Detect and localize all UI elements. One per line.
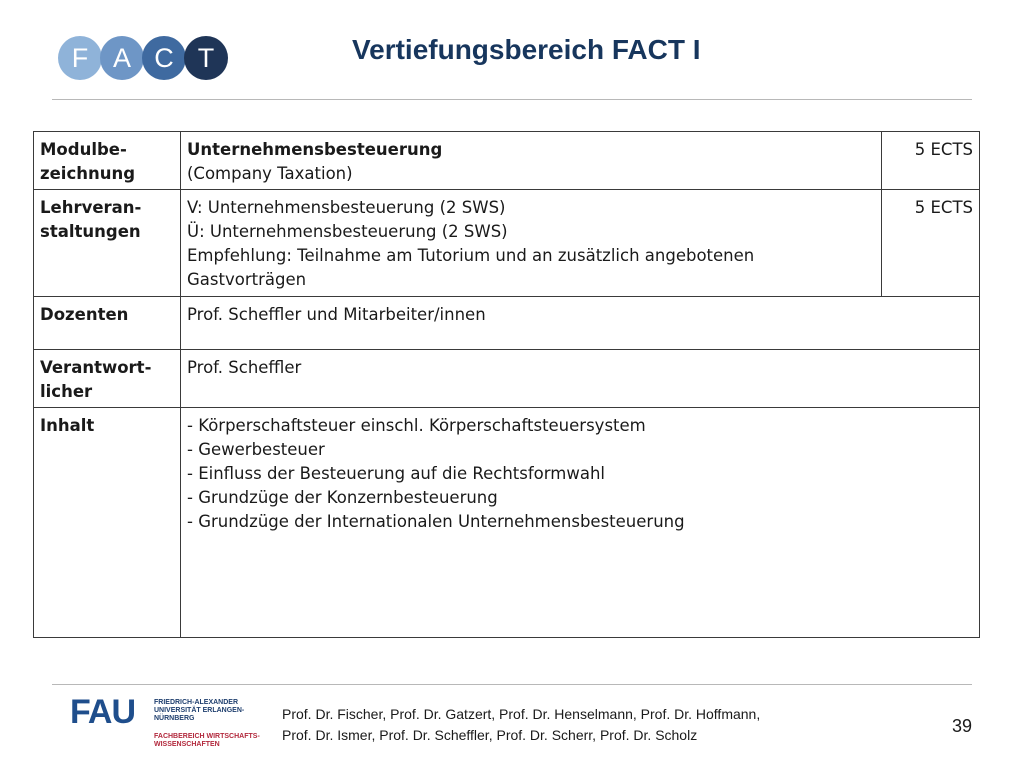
module-title: Unternehmensbesteuerung — [187, 140, 443, 159]
fau-wordmark: FAU — [70, 693, 135, 731]
row-label: Verantwort- licher — [34, 350, 181, 408]
row-label: Lehrveran- staltungen — [34, 190, 181, 297]
logo-letter-a: A — [100, 36, 144, 80]
footer-authors — [282, 704, 760, 746]
module-table — [33, 131, 980, 638]
authors-line: Prof. Dr. Fischer, Prof. Dr. Gatzert, Prof. Dr. Henselmann, Prof. Dr. Hoffmann, — [282, 706, 761, 722]
header-divider — [52, 99, 972, 100]
table-row — [34, 408, 980, 638]
footer-divider — [52, 684, 972, 685]
row-content — [181, 190, 882, 297]
logo-letter-t: T — [184, 36, 228, 80]
table-row — [34, 350, 980, 408]
list-item: - Grundzüge der Konzernbesteuerung — [187, 488, 498, 507]
page-title: Vertiefungsbereich FACT I — [352, 34, 701, 65]
list-item: Ü: Unternehmensbesteuerung (2 SWS) — [187, 222, 508, 241]
page-number: 39 — [952, 716, 973, 736]
module-subtitle: (Company Taxation) — [187, 164, 353, 183]
fact-logo — [58, 36, 226, 80]
row-content — [181, 350, 980, 408]
list-item: V: Unternehmensbesteuerung (2 SWS) — [187, 198, 506, 217]
authors-line: Prof. Dr. Ismer, Prof. Dr. Scheffler, Prof. Dr. Scherr, Prof. Dr. Scholz — [282, 727, 698, 743]
row-label: Modulbe- zeichnung — [34, 132, 181, 190]
logo-letter-f: F — [58, 36, 102, 80]
list-item: - Körperschaftsteuer einschl. Körperschaftsteuersystem — [187, 416, 646, 435]
table-row — [34, 132, 980, 190]
fau-faculty-name: FACHBEREICH WIRTSCHAFTS- WISSENSCHAFTEN — [154, 733, 260, 748]
list-item: Empfehlung: Teilnahme am Tutorium und an zusätzlich angebotenen Gastvorträgen — [187, 246, 755, 289]
list-item: - Einfluss der Besteuerung auf die Rechtsformwahl — [187, 464, 605, 483]
list-item: - Grundzüge der Internationalen Unternehmensbesteuerung — [187, 512, 685, 531]
ects-value: 5 ECTS — [882, 132, 980, 190]
table-row — [34, 190, 980, 297]
fau-logo — [70, 693, 270, 753]
ects-value: 5 ECTS — [882, 190, 980, 297]
row-label: Inhalt — [34, 408, 181, 638]
fau-university-name: FRIEDRICH-ALEXANDER UNIVERSITÄT ERLANGEN-NÜRNBERG — [154, 699, 245, 722]
list-item: Prof. Scheffler und Mitarbeiter/innen — [187, 305, 486, 324]
row-label: Dozenten — [34, 297, 181, 350]
logo-letter-c: C — [142, 36, 186, 80]
list-item: - Gewerbesteuer — [187, 440, 325, 459]
list-item: Prof. Scheffler — [187, 358, 302, 377]
row-content — [181, 408, 980, 638]
table-row — [34, 297, 980, 350]
row-content — [181, 132, 882, 190]
row-content — [181, 297, 980, 350]
